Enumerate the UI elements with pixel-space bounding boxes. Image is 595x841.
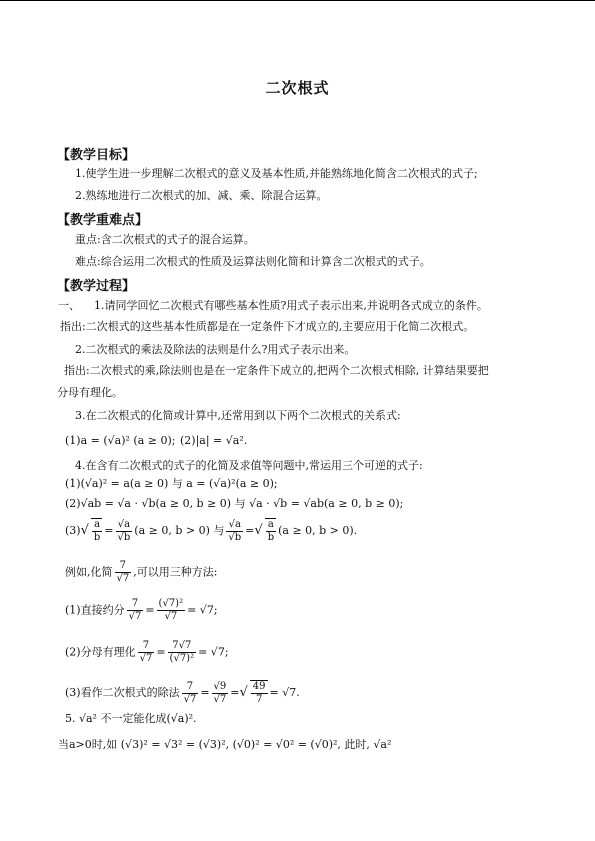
formula-4-1: (1)(√a)² = a(a ≥ 0) 与 a = (√a)²(a ≥ 0);	[65, 477, 278, 490]
method-3: (3)看作二次根式的除法 $\frac{7}{√7}$ = $\frac{√9}{√7}$ =√ $\frac{49}{7}$ = √7.	[65, 680, 300, 705]
fraction-a-over-b: $\frac{a}{b}$	[91, 518, 102, 544]
method-1-tail: = √7;	[187, 603, 218, 617]
method-2-tail: = √7;	[198, 645, 229, 659]
formula-4-3-suffix: (a ≥ 0, b > 0).	[278, 524, 358, 537]
method-2-label: (2)分母有理化	[65, 645, 136, 659]
top-rule	[0, 0, 595, 1]
formula-4-3: (3)√ $\frac{a}{b}$ = $\frac{√a}{√b}$ (a ≥ 0, b > 0) 与 $\frac{√a}{√b}$ =√ $\frac{a}{b}$ (a ≥ 0, b > 0).	[65, 518, 358, 543]
example-intro-tail: ,可以用三种方法:	[133, 565, 218, 579]
key-point-focus: 重点:含二次根式的式子的混合运算。	[75, 233, 255, 246]
fraction-sqrt-a-over-sqrt-b-2: $\frac{√a}{√b}$	[228, 518, 242, 543]
goal-item-2: 2.熟练地进行二次根式的加、减、乘、除混合运算。	[75, 189, 328, 202]
method-1: (1)直接约分 $\frac{7}{√7}$ = $\frac{\text{(√7)²}}{√7}$ = √7;	[65, 598, 218, 622]
fraction-7-over-sqrt7: $\frac{7}{√7}$	[116, 560, 130, 584]
formula-4-3-prefix: (3)	[65, 524, 81, 537]
formula-3b: (2)|a| = √a².	[180, 434, 248, 447]
method-2: (2)分母有理化 $\frac{7}{√7}$ = $\frac{7√7}{\text{(√7)²}}$ = √7;	[65, 640, 229, 664]
process-item-1: 1.请同学回忆二次根式有哪些基本性质?用式子表示出来,并说明各式成立的条件。	[94, 299, 488, 312]
section-key-points-heading: 【教学重难点】	[57, 213, 149, 228]
section-goals-heading: 【教学目标】	[57, 148, 136, 163]
formula-4-3-mid: (a ≥ 0, b > 0) 与	[134, 524, 225, 537]
process-item-5-note: 当a>0时,如 (√3)² = √3² = (√3)², (√0)² = √0² = (√0)², 此时, √a²	[58, 738, 392, 751]
process-item-5: 5. √a² 不一定能化成(√a)².	[65, 712, 197, 725]
formula-4-2: (2)√ab = √a · √b(a ≥ 0, b ≥ 0) 与 √a · √b = √ab(a ≥ 0, b ≥ 0);	[65, 497, 404, 510]
process-item-4: 4.在含有二次根式的式子的化简及求值等问题中,常运用三个可逆的式子:	[75, 459, 423, 472]
formula-3a: (1)a = (√a)² (a ≥ 0);	[65, 434, 176, 447]
example-intro	[65, 560, 217, 585]
method-3-tail: = √7.	[269, 686, 300, 699]
section-process-heading: 【教学过程】	[57, 279, 136, 294]
page-title: 二次根式	[265, 79, 330, 97]
method-3-label: (3)看作二次根式的除法	[65, 686, 180, 699]
example-intro-text: 例如,化简	[65, 565, 113, 579]
fraction-a-over-b-2: $\frac{a}{b}$	[265, 518, 276, 544]
process-item-2-note-a: 指出:二次根式的乘,除法则也是在一定条件下成立的,把两个二次根式相除, 计算结果要把	[64, 364, 489, 377]
process-item-1-number: 一、	[58, 299, 80, 312]
method-1-label: (1)直接约分	[65, 603, 125, 617]
key-point-difficulty: 难点:综合运用二次根式的性质及运算法则化简和计算含二次根式的式子。	[75, 255, 431, 268]
process-item-2-note-b: 分母有理化。	[57, 386, 123, 399]
process-item-1-note: 指出:二次根式的这些基本性质都是在一定条件下才成立的,主要应用于化简二次根式。	[60, 320, 475, 333]
fraction-sqrt-a-over-sqrt-b: $\frac{√a}{√b}$	[117, 518, 131, 543]
process-item-2: 2.二次根式的乘法及除法的法则是什么?用式子表示出来。	[75, 343, 356, 356]
process-item-3: 3.在二次根式的化简或计算中,还常用到以下两个二次根式的关系式:	[75, 409, 401, 422]
goal-item-1: 1.使学生进一步理解二次根式的意义及基本性质,并能熟练地化简含二次根式的式子;	[75, 167, 478, 180]
